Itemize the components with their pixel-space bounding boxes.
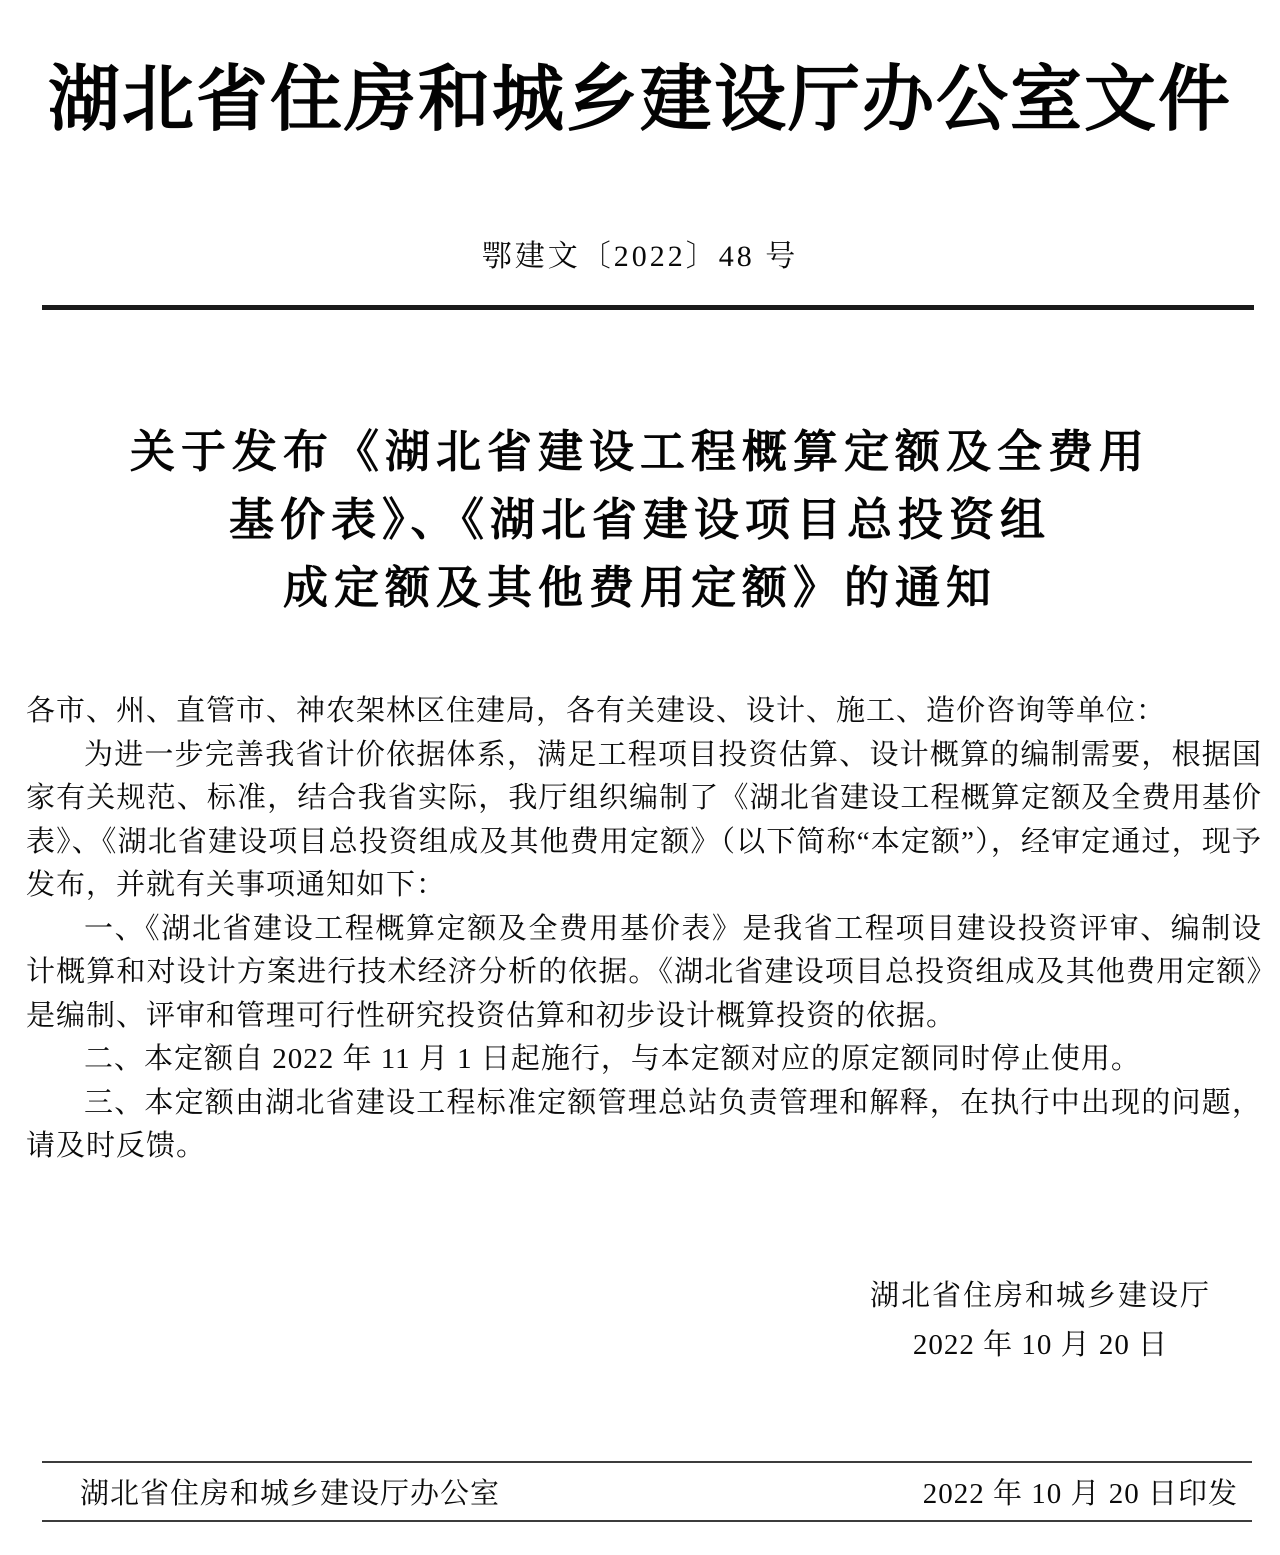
paragraph-item-1: 一、《湖北省建设工程概算定额及全费用基价表》是我省工程项目建设投资评审、编制设计概算和对设计方案进行技术经济分析的依据。《湖北省建设项目总投资组成及其他费用定额》是编制、评审和管理可行性研究投资估算和初步设计概算投资的依据。 [26,912,1262,1032]
footer-band [42,1461,1252,1522]
paragraph-item-2: 二、本定额自 2022 年 11 月 1 日起施行，与本定额对应的原定额同时停止使用。 [84,1043,1141,1075]
masthead-divider [42,305,1254,310]
notice-title-line-2: 基价表》、《湖北省建设项目总投资组 [228,494,1051,545]
footer-issuing-office: 湖北省住房和城乡建设厅办公室 [80,1478,501,1510]
paragraph-item-3: 三、本定额由湖北省建设工程标准定额管理总站负责管理和解释，在执行中出现的问题，请及时反馈。 [26,1086,1262,1162]
footer-print-date: 2022 年 10 月 20 日印发 [922,1478,1238,1510]
paragraph-intro: 为进一步完善我省计价依据体系，满足工程项目投资估算、设计概算的编制需要，根据国家有关规范、标准，结合我省实际，我厅组织编制了《湖北省建设工程概算定额及全费用基价表》、《湖北省建设项目总投资组成及其他费用定额》（以下简称“本定额”），经审定通过，现予发布，并就有关事项通知如下： [26,738,1262,901]
notice-title-line-3: 成定额及其他费用定额》的通知 [282,562,997,613]
document-body [26,690,1262,1169]
signature-block [870,1272,1211,1370]
salutation-line: 各市、州、直管市、神农架林区住建局，各有关建设、设计、施工、造价咨询等单位： [26,695,1167,727]
footer-row [42,1463,1252,1520]
signature-organization: 湖北省住房和城乡建设厅 [869,1280,1211,1312]
document-number: 鄂建文〔2022〕48 号 [481,240,799,273]
issuing-office-masthead: 湖北省住房和城乡建设厅办公室文件 [47,60,1232,140]
notice-title-line-1: 关于发布《湖北省建设工程概算定额及全费用 [129,426,1150,477]
signature-date: 2022 年 10 月 20 日 [912,1329,1169,1361]
notice-title [0,418,1280,622]
